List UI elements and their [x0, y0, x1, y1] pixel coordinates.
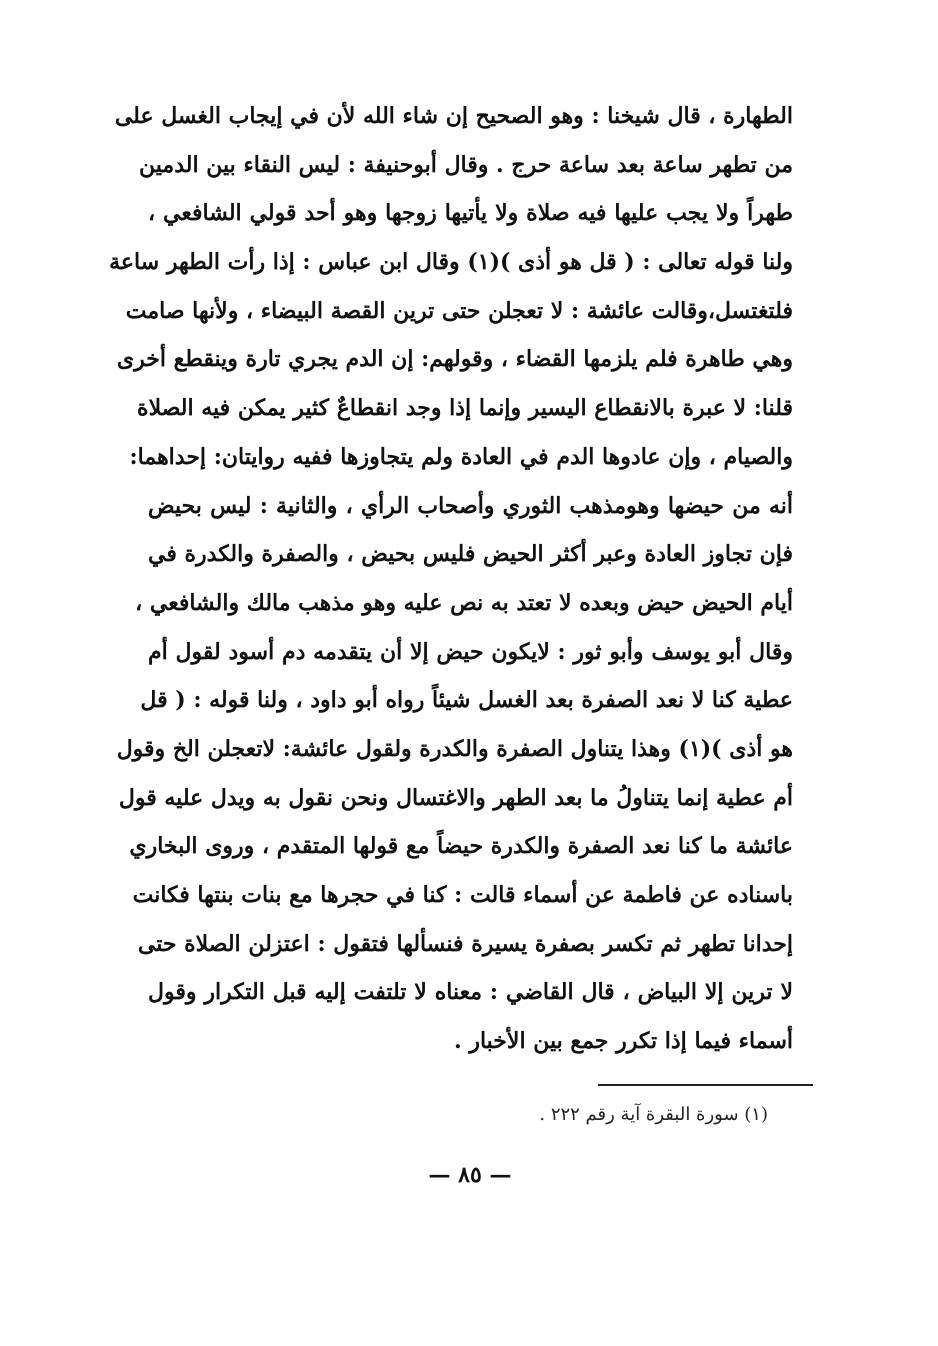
text-line: وقال أبو يوسف وأبو ثور : لايكون حيض إلا أن يتقدمه دم أسود لقول أم [148, 638, 793, 665]
text-line: والصيام ، وإن عادوها الدم في العادة ولم يتجاوزها ففيه روايتان: إحداهما: [129, 443, 793, 470]
text-line: باسناده عن فاطمة عن أسماء قالت : كنا في حجرها مع بنات بنتها فكانت [132, 882, 793, 908]
text-line: قلنا: لا عبرة بالانقطاع اليسير وإنما إذا وجد انقطاعٌ كثير يمكن فيه الصلاة [137, 395, 793, 422]
text-line: عطية كنا لا نعد الصفرة بعد الغسل شيئاً رواه أبو داود ، ولنا قوله : ( قل [140, 687, 793, 714]
text-line: ولنا قوله تعالى : ( قل هو أذى )(١) وقال ابن عباس : إذا رأت الطهر ساعة [109, 249, 793, 276]
text-line: طهراً ولا يجب عليها فيه صلاة ولا يأتيها زوجها وهو أحد قولي الشافعي ، [148, 200, 793, 227]
text-line: إحدانا تطهر ثم تكسر بصفرة يسيرة فنسألها فتقول : اعتزلن الصلاة حتى [137, 930, 793, 957]
footnote: (١) سورة البقرة آية رقم ٢٢٢ . [539, 1104, 768, 1125]
text-line: عائشة ما كنا نعد الصفرة والكدرة حيضاً مع قولها المتقدم ، وروى البخاري [129, 833, 793, 860]
text-line: أم عطية إنما يتناولُ ما بعد الطهر والاغتسال ونحن نقول به ويدل عليه قول [118, 784, 793, 811]
footnote-divider [598, 1084, 813, 1086]
text-line: وهي طاهرة فلم يلزمها القضاء ، وقولهم: إن الدم يجري تارة وينقطع أخرى [116, 346, 793, 373]
text-line: فإن تجاوز العادة وعبر أكثر الحيض فليس بحيض ، والصفرة والكدرة في [148, 541, 793, 568]
text-line: الطهارة ، قال شيخنا : وهو الصحيح إن شاء الله لأن في إيجاب الغسل على [114, 103, 793, 129]
text-line: لا ترين إلا البياض ، قال القاضي : معناه لا تلتفت إليه قبل التكرار وقول [148, 979, 793, 1006]
text-line: أنه من حيضها وهومذهب الثوري وأصحاب الرأي ، والثانية : ليس بحيض [148, 492, 793, 519]
text-line: من تطهر ساعة بعد ساعة حرج . وقال أبوحنيفة : ليس النقاء بين الدمين [139, 151, 793, 178]
page-number: — ٨٥ — [428, 1162, 512, 1188]
text-line: أيام الحيض حيض وبعده لا تعتد به نص عليه وهو مذهب مالك والشافعي ، [135, 589, 793, 616]
main-text-block [109, 92, 793, 1066]
text-line: فلتغتسل،وقالت عائشة : لا تعجلن حتى ترين القصة البيضاء ، ولأنها صامت [125, 297, 793, 324]
text-line: أسماء فيما إذا تكرر جمع بين الأخبار . [454, 1028, 793, 1055]
text-line: هو أذى )(١) وهذا يتناول الصفرة والكدرة ولقول عائشة: لاتعجلن الخ وقول [116, 735, 793, 762]
